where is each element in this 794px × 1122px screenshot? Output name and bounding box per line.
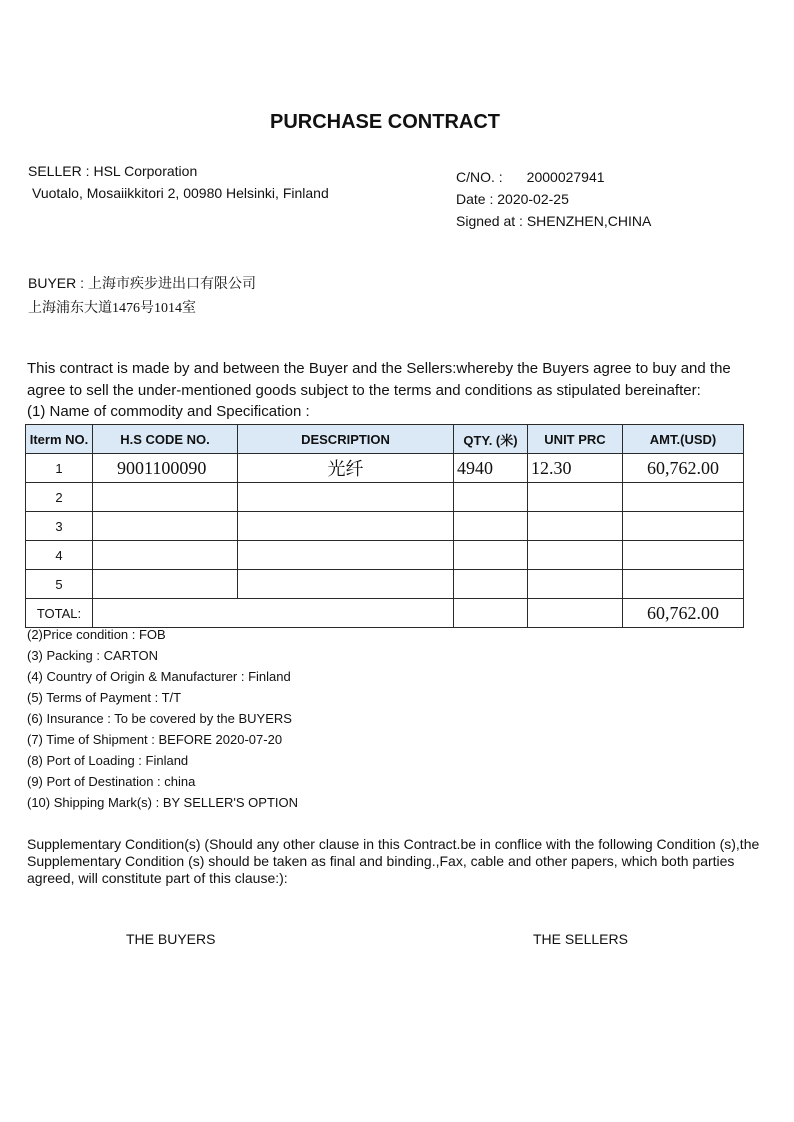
total-amount: 60,762.00 [623,599,744,628]
seller-line [28,163,197,179]
cell-qty: 4940 [454,454,528,483]
table-row [26,570,744,599]
total-empty-cell [93,599,238,628]
cell-hs-code: 9001100090 [93,454,238,483]
cell-qty [454,541,528,570]
total-qty-cell [454,599,528,628]
cell-description: 光纤 [238,454,454,483]
condition-payment: (5) Terms of Payment : T/T [27,690,182,705]
buyer-label: BUYER : [28,275,85,291]
signature-sellers: THE SELLERS [533,931,628,947]
cell-qty [454,512,528,541]
table-total-row [26,599,744,628]
condition-port-destination: (9) Port of Destination : china [27,774,196,789]
condition-packing: (3) Packing : CARTON [27,648,159,663]
cell-hs-code [93,512,238,541]
cell-qty [454,570,528,599]
contract-no-line [456,169,605,185]
total-empty-cell [238,599,454,628]
intro-line-2: agree to sell the under-mentioned goods subject to the terms and conditions as stipulated bereinafter: [27,382,701,399]
total-price-cell [528,599,623,628]
contract-no-value: 2000027941 [526,169,605,185]
buyer-address: 上海浦东大道1476号1014室 [28,301,196,316]
contract-no-label: C/NO. : [456,169,503,185]
page-title: PURCHASE CONTRACT [270,111,500,133]
contract-date-line [456,191,569,207]
header-amount: AMT.(USD) [623,425,744,454]
condition-shipment: (7) Time of Shipment : BEFORE 2020-07-20 [27,732,283,747]
cell-description [238,483,454,512]
cell-description [238,570,454,599]
cell-amount [623,512,744,541]
cell-description [238,512,454,541]
condition-insurance: (6) Insurance : To be covered by the BUYERS [27,711,292,726]
contract-date-label: Date : [456,191,494,207]
signature-buyers: THE BUYERS [126,931,216,947]
contract-date-value: 2020-02-25 [497,191,569,207]
header-unit-price: UNIT PRC [528,425,623,454]
cell-unit-price [528,512,623,541]
table-row [26,454,744,483]
signed-at-line [456,213,651,229]
cell-amount: 60,762.00 [623,454,744,483]
cell-amount [623,541,744,570]
header-qty: QTY. (米) [454,425,528,454]
cell-unit-price [528,570,623,599]
cell-item-no: 4 [26,541,93,570]
seller-label: SELLER : [28,163,90,179]
cell-hs-code [93,483,238,512]
seller-name: HSL Corporation [93,163,198,179]
table-row [26,541,744,570]
signed-at-value: SHENZHEN,CHINA [526,213,652,229]
cell-amount [623,570,744,599]
buyer-line [28,273,256,293]
cell-item-no: 1 [26,454,93,483]
cell-item-no: 5 [26,570,93,599]
cell-item-no: 3 [26,512,93,541]
total-label: TOTAL: [26,599,93,628]
header-description: DESCRIPTION [238,425,454,454]
cell-amount [623,483,744,512]
cell-unit-price [528,483,623,512]
cell-description [238,541,454,570]
supplementary-conditions: Supplementary Condition(s) (Should any other clause in this Contract.be in conflice with the following Condition (s),the Supplementary Condition (s) should be taken as final and binding.,Fax, cable and other papers, which both parties agreed, will constitute part of this clause:): [27,836,760,886]
header-hs-code: H.S CODE NO. [93,425,238,454]
cell-item-no: 2 [26,483,93,512]
intro-line-1: This contract is made by and between the Buyer and the Sellers:whereby the Buyers agree to buy and the [27,360,731,377]
cell-unit-price: 12.30 [528,454,623,483]
condition-price: (2)Price condition : FOB [27,627,166,642]
condition-shipping-mark: (10) Shipping Mark(s) : BY SELLER'S OPTION [27,795,299,810]
goods-table [25,424,744,628]
condition-origin: (4) Country of Origin & Manufacturer : Finland [27,669,291,684]
intro-line-3: (1) Name of commodity and Specification : [27,403,310,420]
cell-hs-code [93,541,238,570]
cell-hs-code [93,570,238,599]
table-header-row [26,425,744,454]
condition-port-loading: (8) Port of Loading : Finland [27,753,189,768]
cell-qty [454,483,528,512]
seller-address: Vuotalo, Mosaiikkitori 2, 00980 Helsinki, Finland [32,185,329,201]
table-row [26,512,744,541]
cell-unit-price [528,541,623,570]
header-item-no: Iterm NO. [26,425,93,454]
table-row [26,483,744,512]
buyer-name: 上海市疾步进出口有限公司 [88,275,257,291]
signed-at-label: Signed at : [456,213,523,229]
